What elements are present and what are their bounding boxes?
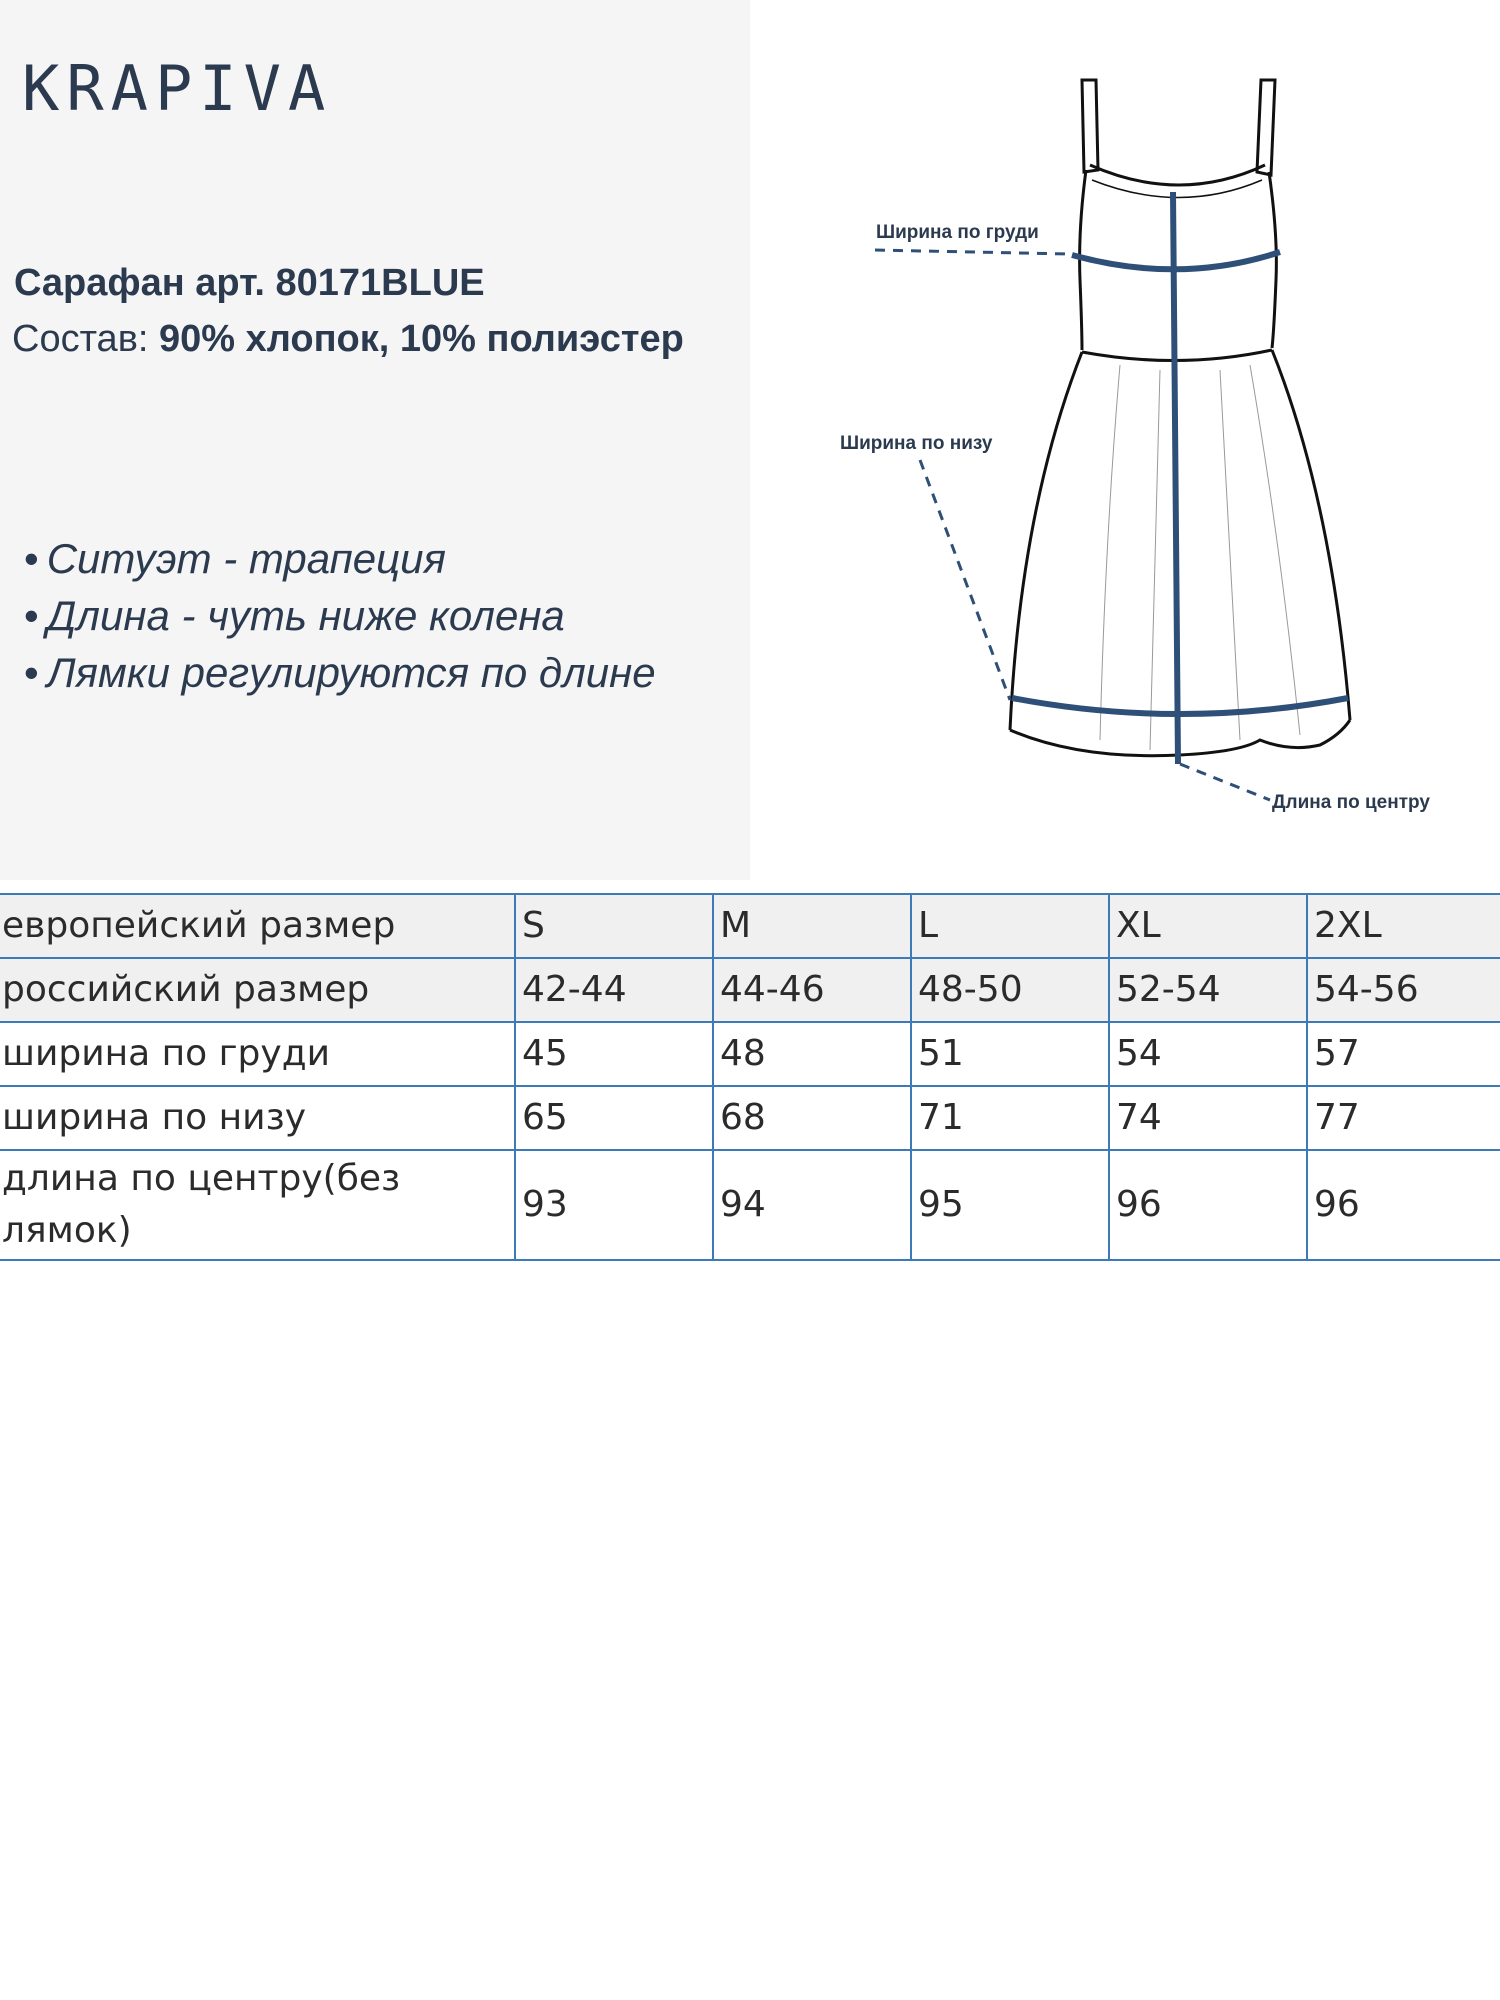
row-label: европейский размер	[0, 894, 515, 958]
info-panel	[0, 0, 750, 880]
table-cell: 65	[515, 1086, 713, 1150]
product-title: Сарафан арт. 80171BLUE	[14, 262, 485, 304]
table-cell: 44-46	[713, 958, 911, 1022]
table-cell: 96	[1307, 1150, 1500, 1260]
table-cell: 54	[1109, 1022, 1307, 1086]
composition	[12, 318, 684, 361]
composition-label: Состав:	[12, 318, 159, 360]
table-cell: L	[911, 894, 1109, 958]
table-row	[0, 1022, 1500, 1086]
row-label: ширина по низу	[0, 1086, 515, 1150]
brand-logo: KRAPIVA	[22, 52, 333, 125]
size-table	[0, 893, 1500, 1261]
table-cell: 57	[1307, 1022, 1500, 1086]
composition-value: 90% хлопок, 10% полиэстер	[159, 318, 684, 360]
table-cell: 48	[713, 1022, 911, 1086]
table-cell: 42-44	[515, 958, 713, 1022]
table-cell: 94	[713, 1150, 911, 1260]
table-row	[0, 1150, 1500, 1260]
bullet-icon: •	[24, 592, 39, 639]
bullet-icon: •	[24, 535, 39, 582]
feature-list	[24, 530, 656, 701]
table-cell: 74	[1109, 1086, 1307, 1150]
label-hem-width: Ширина по низу	[840, 433, 993, 454]
table-row	[0, 958, 1500, 1022]
row-label: российский размер	[0, 958, 515, 1022]
table-cell: 77	[1307, 1086, 1500, 1150]
table-cell: M	[713, 894, 911, 958]
row-label: длина по центру(без лямок)	[0, 1150, 515, 1260]
feature-item: • Лямки регулируются по длине	[24, 649, 656, 696]
table-cell: 54-56	[1307, 958, 1500, 1022]
row-label: ширина по груди	[0, 1022, 515, 1086]
table-row	[0, 894, 1500, 958]
table-cell: 2XL	[1307, 894, 1500, 958]
table-cell: S	[515, 894, 713, 958]
table-cell: 68	[713, 1086, 911, 1150]
table-cell: 95	[911, 1150, 1109, 1260]
table-cell: 93	[515, 1150, 713, 1260]
table-cell: 48-50	[911, 958, 1109, 1022]
table-row	[0, 1086, 1500, 1150]
table-cell: 71	[911, 1086, 1109, 1150]
label-chest-width: Ширина по груди	[876, 222, 1039, 243]
feature-item: • Ситуэт - трапеция	[24, 535, 446, 582]
table-cell: 96	[1109, 1150, 1307, 1260]
dress-sketch	[820, 40, 1500, 840]
bullet-icon: •	[24, 649, 39, 696]
table-cell: 52-54	[1109, 958, 1307, 1022]
label-center-length: Длина по центру	[1272, 792, 1430, 813]
feature-item: • Длина - чуть ниже колена	[24, 592, 565, 639]
table-cell: 45	[515, 1022, 713, 1086]
table-cell: XL	[1109, 894, 1307, 958]
size-table-body	[0, 894, 1500, 1260]
table-cell: 51	[911, 1022, 1109, 1086]
